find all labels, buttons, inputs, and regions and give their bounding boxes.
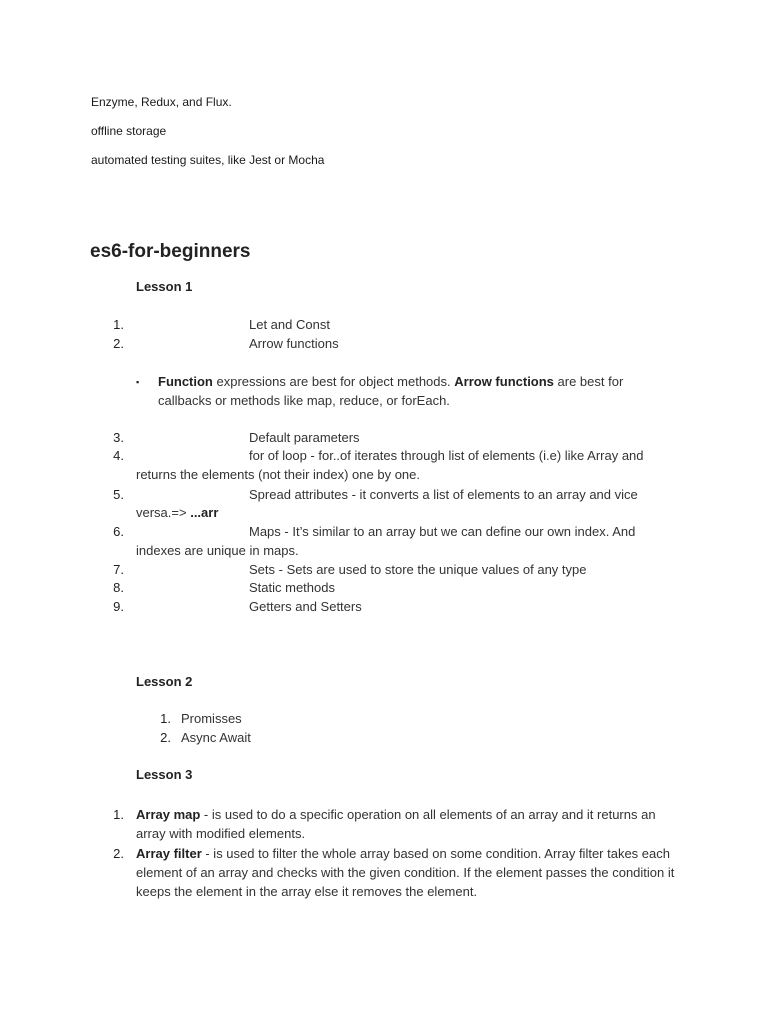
bullet-icon: ▪ [136,377,140,387]
intro-line-2: offline storage [91,124,167,138]
continuation-text: versa.=> [136,505,191,520]
list-number: 2. [160,730,171,745]
list-number: 8. [113,580,124,595]
list-item-text: Sets - Sets are used to store the unique values of any type [249,562,587,577]
intro-line-3: automated testing suites, like Jest or Mocha [91,153,325,167]
list-item-text: Getters and Setters [249,599,362,614]
term-bold: Array map [136,807,201,822]
bullet-line-2: callbacks or methods like map, reduce, or forEach. [158,393,450,408]
list-number: 1. [113,317,124,332]
list-number: 3. [113,430,124,445]
list-number: 2. [113,846,124,861]
list-number: 5. [113,487,124,502]
list-item-text: Arrow functions [249,336,339,351]
list-number: 1. [160,711,171,726]
list-item-continuation [136,505,218,520]
list-item-text: Default parameters [249,430,360,445]
bullet-line-1 [158,374,623,389]
list-item-text: Static methods [249,580,335,595]
lesson-1-title: Lesson 1 [136,279,193,294]
term-description: - is used to filter the whole array based on some condition. Array filter takes each element of an array and checks with the given condition. If the element passes the condition it keeps the element in the array else it removes the element. [136,846,675,899]
list-number: 9. [113,599,124,614]
bullet-text-1: expressions are best for object methods. [212,374,455,389]
list-item-text: Promisses [181,711,242,726]
intro-line-1: Enzyme, Redux, and Flux. [91,95,232,109]
list-number: 7. [113,562,124,577]
list-item-paragraph [136,844,676,901]
lesson-3-title: Lesson 3 [136,767,193,782]
section-heading: es6-for-beginners [90,241,251,262]
continuation-bold: ...arr [190,505,219,520]
lesson-2-title: Lesson 2 [136,674,193,689]
list-item-text: Spread attributes - it converts a list of elements to an array and vice [249,487,638,502]
term-description: - is used to do a specific operation on all elements of an array and it returns an array with modified elements. [136,807,656,841]
list-number: 2. [113,336,124,351]
list-item-text: Async Await [181,730,251,745]
list-number: 1. [113,807,124,822]
bullet-bold-arrow: Arrow functions [454,374,554,389]
list-item-paragraph [136,805,676,843]
term-bold: Array filter [136,846,202,861]
bullet-bold-function: Function [158,374,213,389]
list-item-text: Maps - It’s similar to an array but we can define our own index. And [249,524,636,539]
bullet-text-2: are best for [553,374,624,389]
list-item-text: Let and Const [249,317,330,332]
list-item-continuation: indexes are unique in maps. [136,543,299,558]
list-number: 4. [113,448,124,463]
list-number: 6. [113,524,124,539]
list-item-text: for of loop - for..of iterates through list of elements (i.e) like Array and [249,448,644,463]
list-item-continuation: returns the elements (not their index) one by one. [136,467,420,482]
